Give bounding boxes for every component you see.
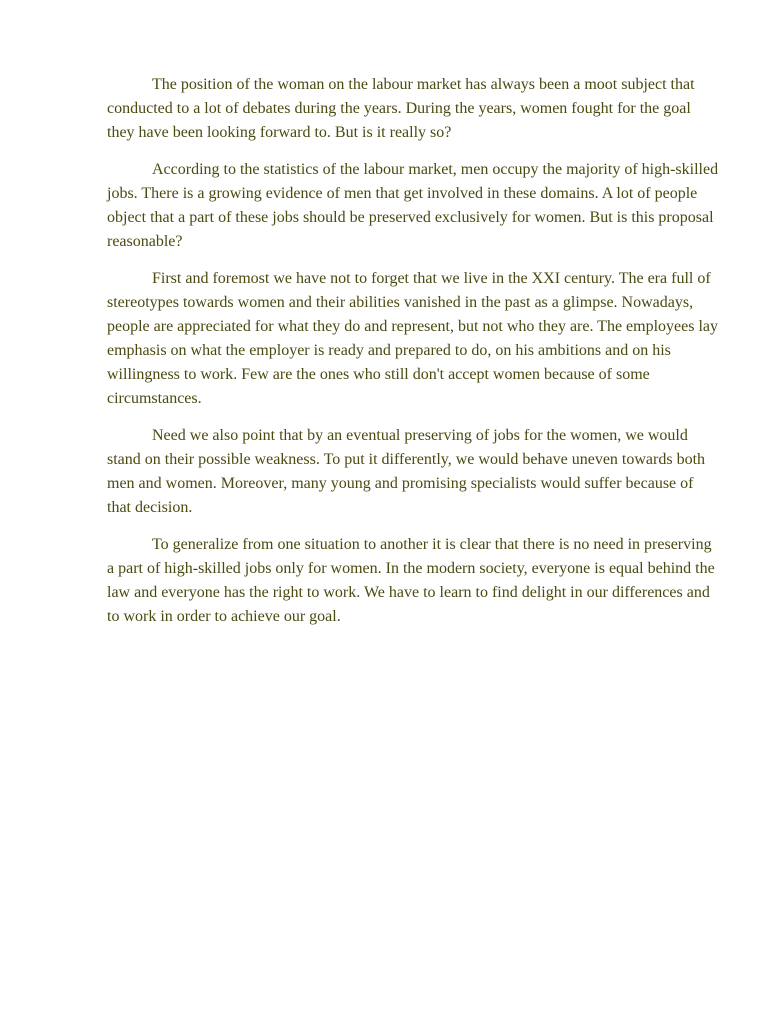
paragraph-3: First and foremost we have not to forget that we live in the XXI century. The era full of stereotypes towards women and their abilities vanished in the past as a glimpse. Nowadays, people are appreciated for what they do and represent, but not who they are. The employees lay emphasis on what the employer is ready and prepared to do, on his ambitions and on his willingness to work. Few are the ones who still don't accept women because of some circumstances. bbox=[107, 270, 719, 407]
paragraph-1: The position of the woman on the labour market has always been a moot subject that conducted to a lot of debates during the years. During the years, women fought for the goal they have been looking forward to. But is it really so? bbox=[107, 76, 695, 141]
paragraph-4: Need we also point that by an eventual preserving of jobs for the women, we would stand on their possible weakness. To put it differently, we would behave uneven towards both men and women. Moreover, many young and promising specialists would suffer because of that decision. bbox=[107, 427, 706, 516]
paragraph-2: According to the statistics of the labour market, men occupy the majority of high-skilled jobs. There is a growing evidence of men that get involved in these domains. A lot of people object that a part of these jobs should be preserved exclusively for women. But is this proposal reasonable? bbox=[107, 161, 719, 250]
paragraph-5: To generalize from one situation to another it is clear that there is no need in preserving a part of high-skilled jobs only for women. In the modern society, everyone is equal behind the law and everyone has the right to work. We have to learn to find delight in our differences and to work in order to achieve our goal. bbox=[107, 536, 715, 625]
document-body bbox=[107, 73, 720, 642]
